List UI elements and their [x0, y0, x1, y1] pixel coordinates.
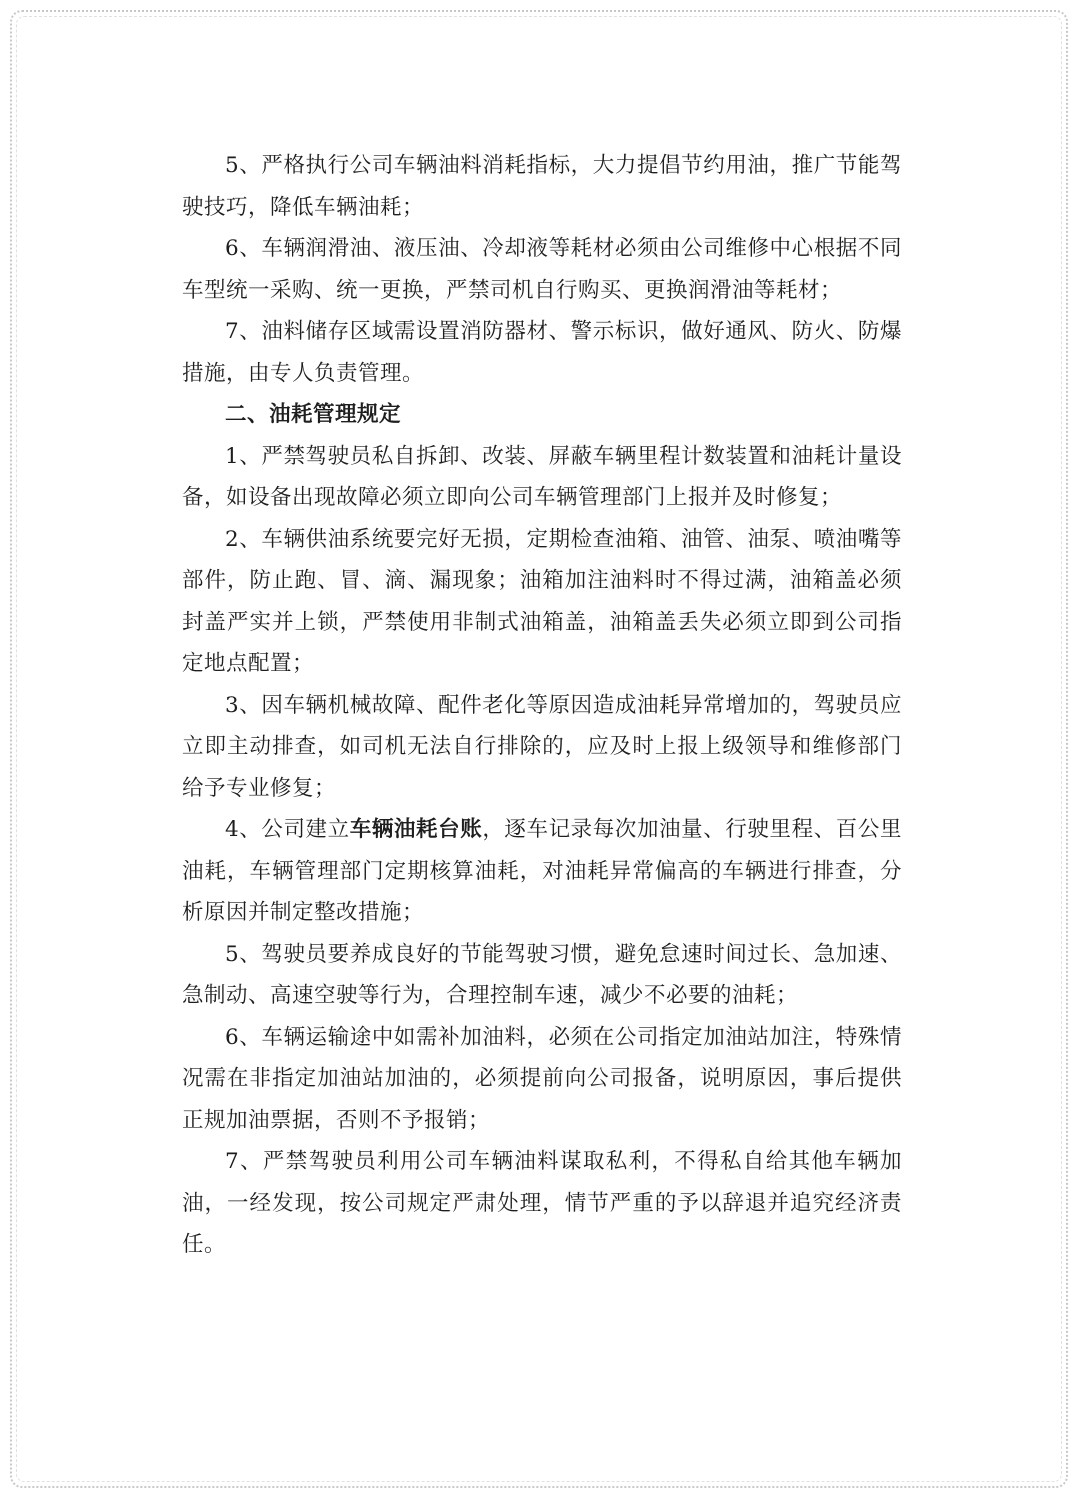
ledger-highlight: 车辆油耗台账 — [349, 817, 483, 842]
section1-item-6: 6、车辆润滑油、液压油、冷却液等耗材必须由公司维修中心根据不同车型统一采购、统一更换，严禁司机自行购买、更换润滑油等耗材； — [182, 236, 902, 303]
section2-item-4 — [182, 809, 902, 934]
section2-item-2: 2、车辆供油系统要完好无损，定期检查油箱、油管、油泵、喷油嘴等部件，防止跑、冒、滴、漏现象；油箱加注油料时不得过满，油箱盖必须封盖严实并上锁，严禁使用非制式油箱盖，油箱盖丢失必须立即到公司指定地点配置； — [182, 526, 902, 676]
section1-item-5: 5、严格执行公司车辆油料消耗指标，大力提倡节约用油，推广节能驾驶技巧，降低车辆油耗； — [182, 153, 902, 220]
section2-item-1: 1、严禁驾驶员私自拆卸、改装、屏蔽车辆里程计数装置和油耗计量设备，如设备出现故障必须立即向公司车辆管理部门上报并及时修复； — [182, 443, 902, 510]
item4-prefix: 4、公司建立 — [225, 817, 350, 842]
section2-item-3: 3、因车辆机械故障、配件老化等原因造成油耗异常增加的，驾驶员应立即主动排查，如司机无法自行排除的，应及时上报上级领导和维修部门给予专业修复； — [182, 692, 902, 801]
item4-suffix: ，逐车记录每次加油量、行驶里程、百公里油耗，车辆管理部门定期核算油耗，对油耗异常偏高的车辆进行排查，分析原因并制定整改措施； — [182, 817, 902, 925]
section2-item-6: 6、车辆运输途中如需补加油料，必须在公司指定加油站加注，特殊情况需在非指定加油站加油的，必须提前向公司报备，说明原因，事后提供正规加油票据，否则不予报销； — [182, 1024, 902, 1133]
section2-item-5: 5、驾驶员要养成良好的节能驾驶习惯，避免怠速时间过长、急加速、急制动、高速空驶等行为，合理控制车速，减少不必要的油耗； — [182, 941, 902, 1008]
section1-item-7: 7、油料储存区域需设置消防器材、警示标识，做好通风、防火、防爆措施，由专人负责管理。 — [182, 319, 902, 386]
section2-item-7: 7、严禁驾驶员利用公司车辆油料谋取私利，不得私自给其他车辆加油，一经发现，按公司规定严肃处理，情节严重的予以辞退并追究经济责任。 — [182, 1149, 902, 1257]
section2-heading: 二、油耗管理规定 — [225, 402, 402, 427]
document-body — [182, 145, 902, 1266]
